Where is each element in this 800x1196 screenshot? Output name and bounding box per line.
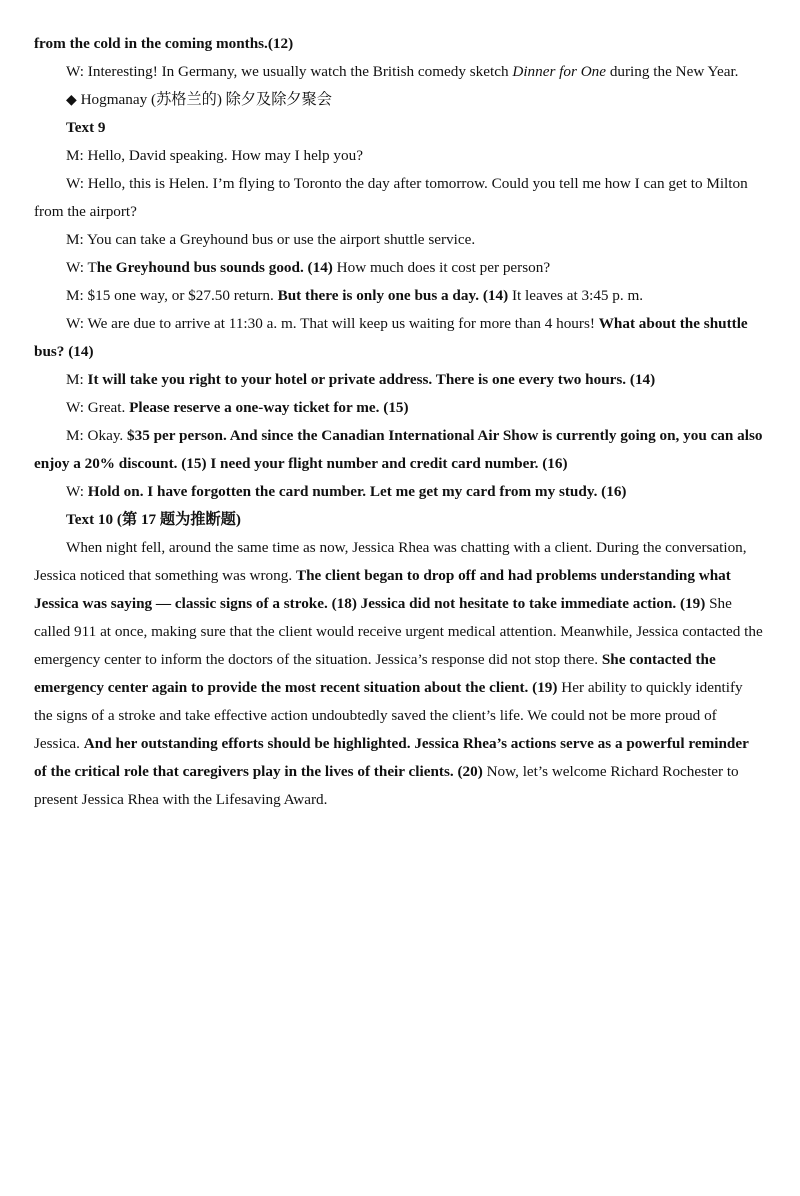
paragraph-jessica <box>34 534 764 814</box>
passage-text: Now, let’s welcome Richard Rochester to present Jessica Rhea with the Lifesaving Award. <box>34 763 739 808</box>
dialogue-text: M: <box>66 371 88 388</box>
heading-text: Text 9 <box>66 119 106 136</box>
answer-clue-20: And her outstanding efforts should be highlighted. Jessica Rhea’s actions serve as a powerful reminder of the critical role that caregivers play in the lives of their clients. (20) <box>34 735 749 780</box>
note-hogmanay <box>34 86 764 114</box>
sketch-title: Dinner for One <box>512 63 607 80</box>
section-heading-text10 <box>34 506 764 534</box>
answer-clue-15b-16a: $35 per person. And since the Canadian International Air Show is currently going on, you can also enjoy a 20% discount. (15) I need your flight number and credit card number. (16) <box>34 427 763 472</box>
answer-clue-14d: It will take you right to your hotel or private address. There is one every two hours. (14) <box>87 371 656 388</box>
dialogue-text: during the New Year. <box>606 63 739 80</box>
dialogue-text: W: Interesting! In Germany, we usually watch the British comedy sketch <box>66 63 513 80</box>
line-w-helen <box>34 170 764 226</box>
line-w-arrive <box>34 310 764 366</box>
dialogue-text: It leaves at 3:45 p. m. <box>508 287 644 304</box>
answer-clue-19b: She contacted the emergency center again to provide the most recent situation about the client. (19) <box>34 651 716 696</box>
line-w-reserve <box>34 394 764 422</box>
diamond-bullet-icon: ◆ <box>66 92 77 108</box>
dialogue-text: M: Hello, David speaking. How may I help you? <box>66 147 363 164</box>
answer-clue-14b: But there is only one bus a day. (14) <box>277 287 509 304</box>
answer-clue-14c: What about the shuttle bus? (14) <box>34 315 748 360</box>
answer-clue-16b: Hold on. I have forgotten the card number. Let me get my card from my study. (16) <box>87 483 627 500</box>
heading-text: Text 10 (第 17 题为推断题) <box>66 511 241 528</box>
line-hogmanay-end <box>34 30 764 58</box>
dialogue-text: W: <box>66 483 88 500</box>
dialogue-text: M: $15 one way, or $27.50 return. <box>66 287 278 304</box>
passage-text: Her ability to quickly identify the signs of a stroke and take effective action undoubtedly saved the client’s life. We could not be more proud of Jessica. <box>34 679 743 752</box>
dialogue-text: How much does it cost per person? <box>332 259 551 276</box>
line-m-hello <box>34 142 764 170</box>
line-w-sounds-good <box>34 254 764 282</box>
dialogue-text: W: Hello, this is Helen. I’m flying to Toronto the day after tomorrow. Could you tell me how I can get to Milton from the airport? <box>34 175 748 220</box>
passage-text: When night fell, around the same time as now, Jessica Rhea was chatting with a client. During the conversation, Jessica noticed that something was wrong. <box>34 539 747 584</box>
dialogue-text: W: We are due to arrive at 11:30 a. m. That will keep us waiting for more than 4 hours! <box>66 315 599 332</box>
section-heading-text9 <box>34 114 764 142</box>
dialogue-text: M: Okay. <box>66 427 128 444</box>
line-m-shuttle <box>34 366 764 394</box>
dialogue-text: W: Great. <box>66 399 130 416</box>
line-m-greyhound <box>34 226 764 254</box>
dialogue-text: M: You can take a Greyhound bus or use the airport shuttle service. <box>66 231 476 248</box>
answer-clue-15a: Please reserve a one-way ticket for me. (15) <box>129 399 409 416</box>
answer-clue-14a: he Greyhound bus sounds good. (14) <box>96 259 333 276</box>
line-m-okay <box>34 422 764 478</box>
line-m-price <box>34 282 764 310</box>
line-w-hold-on <box>34 478 764 506</box>
answer-clue-18-19a: The client began to drop off and had problems understanding what Jessica was saying — classic signs of a stroke. (18) Jessica did not hesitate to take immediate action. (19) <box>34 567 731 612</box>
dialogue-text: W: T <box>66 259 97 276</box>
note-text: Hogmanay (苏格兰的) 除夕及除夕聚会 <box>76 91 332 108</box>
passage-text: She called 911 at once, making sure that the client would receive urgent medical attention. Meanwhile, Jessica contacted the emergency center to inform the doctors of the situation. Jessica’s response did not stop there. <box>34 595 763 668</box>
answer-clue-12: from the cold in the coming months.(12) <box>34 35 294 52</box>
line-germany <box>34 58 764 86</box>
